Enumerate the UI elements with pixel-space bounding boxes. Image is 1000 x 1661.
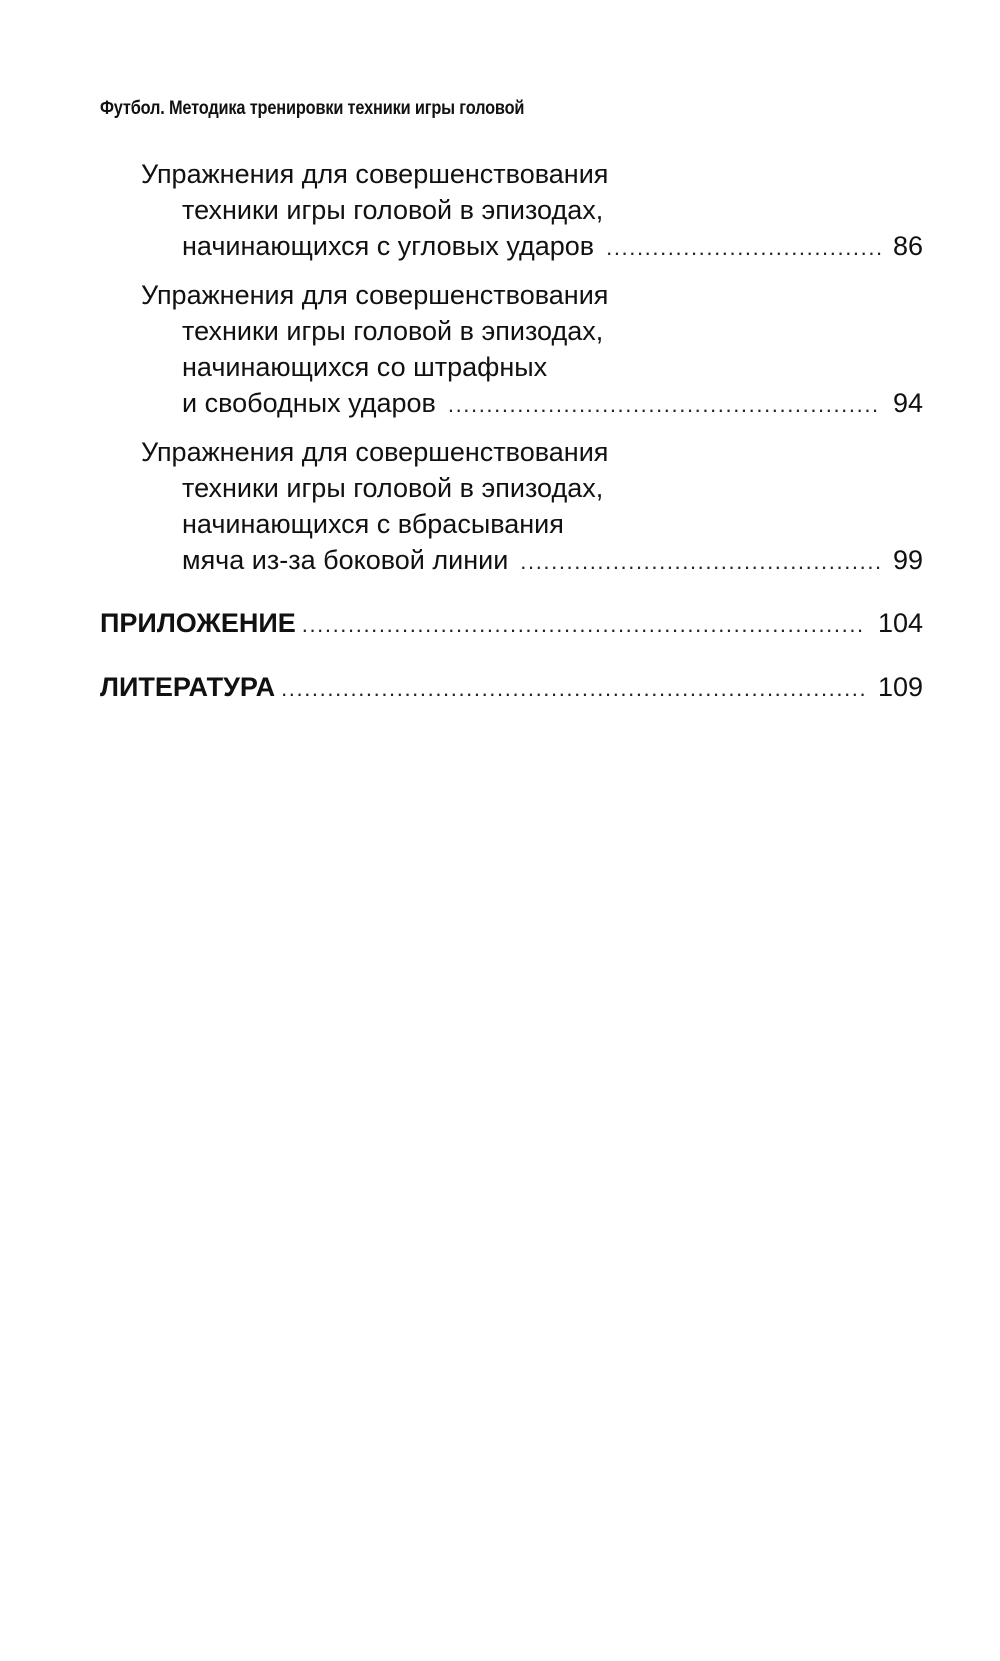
toc-entry-line: начинающихся с вбрасывания <box>182 509 564 539</box>
toc-entry-line: и свободных ударов <box>182 388 436 418</box>
dot-leader <box>281 672 866 706</box>
toc-entry-line: Упражнения для совершенствования <box>141 437 609 467</box>
toc-entry-last-line <box>182 229 923 265</box>
page-number: 109 <box>877 672 923 702</box>
toc-entry-last-line <box>182 543 923 579</box>
page-number: 99 <box>892 545 923 575</box>
toc-entry-line: начинающихся с угловых ударов <box>182 231 595 261</box>
dot-leader <box>520 545 881 579</box>
toc-entry-line: техники игры головой в эпизодах, <box>182 195 604 225</box>
toc-entry-line: техники игры головой в эпизодах, <box>182 473 604 503</box>
toc-entry-line: техники игры головой в эпизодах, <box>182 316 604 346</box>
section-title: ЛИТЕРАТУРА <box>100 672 276 702</box>
dot-leader <box>448 388 881 422</box>
running-head: Футбол. Методика тренировки техники игры головой <box>100 98 525 119</box>
page-number: 104 <box>877 608 923 638</box>
toc-section-literature <box>100 670 923 706</box>
dot-leader <box>606 231 881 265</box>
toc-entry-line: мяча из-за боковой линии <box>182 545 509 575</box>
toc-entry-last-line <box>182 386 923 422</box>
toc-section-appendix <box>100 606 923 642</box>
toc-entry-line: начинающихся со штрафных <box>182 352 548 382</box>
page-number: 94 <box>892 388 923 418</box>
toc-entry-line: Упражнения для совершенствования <box>141 159 609 189</box>
dot-leader <box>302 608 866 642</box>
section-title: ПРИЛОЖЕНИЕ <box>100 608 296 638</box>
page-number: 86 <box>892 231 923 261</box>
toc-entry-line: Упражнения для совершенствования <box>141 280 609 310</box>
